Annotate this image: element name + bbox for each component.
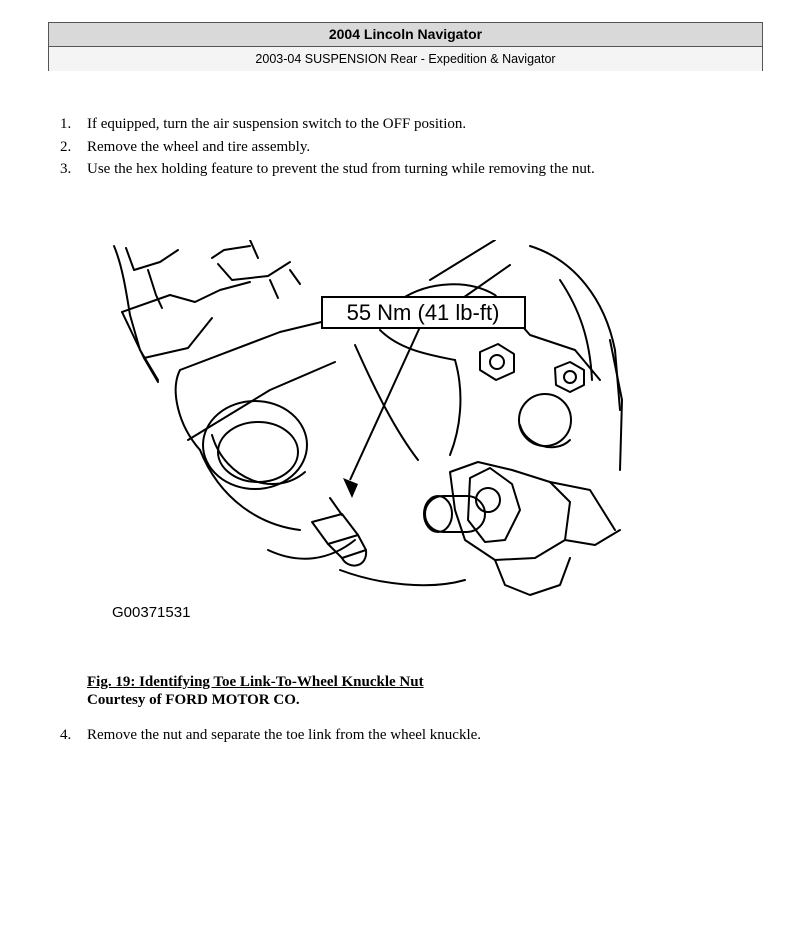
step-number: 4. xyxy=(60,727,72,743)
document-header xyxy=(48,22,763,71)
step-text: If equipped, turn the air suspension switch to the OFF position. xyxy=(87,116,467,132)
header-subtitle: 2003-04 SUSPENSION Rear - Expedition & Navigator xyxy=(49,47,762,71)
figure-caption xyxy=(87,673,424,709)
figure-code: G00371531 xyxy=(112,604,191,621)
step-item xyxy=(60,724,481,746)
step-item xyxy=(60,113,595,136)
step-number: 3. xyxy=(60,161,72,177)
header-title: 2004 Lincoln Navigator xyxy=(49,23,762,47)
torque-label: 55 Nm (41 lb-ft) xyxy=(346,300,500,325)
step-text: Remove the wheel and tire assembly. xyxy=(87,138,311,155)
caption-credit: Courtesy of FORD MOTOR CO. xyxy=(87,692,300,708)
step-text: Use the hex holding feature to prevent the stud from turning while removing the nut. xyxy=(87,161,595,177)
procedure-steps xyxy=(60,113,595,181)
step-item xyxy=(60,158,595,181)
step-number: 2. xyxy=(60,138,72,155)
toe-link-illustration xyxy=(100,240,630,630)
step-item xyxy=(60,136,595,159)
step-text: Remove the nut and separate the toe link from the wheel knuckle. xyxy=(87,727,482,743)
caption-title: Fig. 19: Identifying Toe Link-To-Wheel Knuckle Nut xyxy=(87,674,424,690)
step-number: 1. xyxy=(60,116,72,132)
